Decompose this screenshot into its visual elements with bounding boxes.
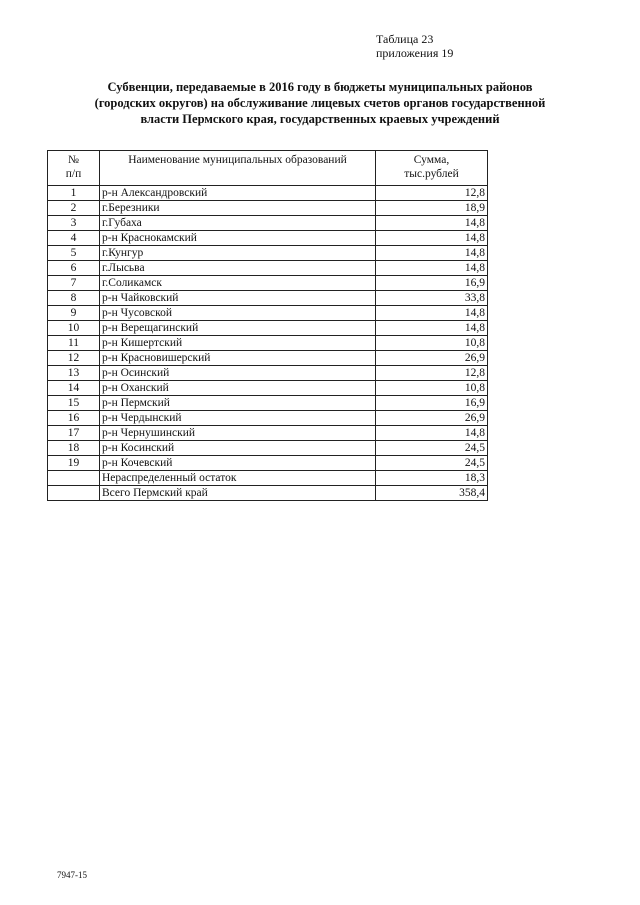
row-name: р-н Кочевский <box>100 456 376 471</box>
header-sum <box>376 151 488 186</box>
row-sum: 14,8 <box>376 246 488 261</box>
row-number: 10 <box>48 321 100 336</box>
document-title <box>40 79 600 127</box>
table-row <box>48 336 488 351</box>
table-header-row <box>48 151 488 186</box>
table-row <box>48 456 488 471</box>
row-name: р-н Чернушинский <box>100 426 376 441</box>
row-name: р-н Чердынский <box>100 411 376 426</box>
row-sum: 16,9 <box>376 276 488 291</box>
table-row-total <box>48 486 488 501</box>
header-number-abbr: п/п <box>65 168 82 180</box>
row-name: р-н Александровский <box>100 186 376 201</box>
row-sum: 14,8 <box>376 306 488 321</box>
header-sum-unit: тыс.рублей <box>404 168 459 180</box>
table-row <box>48 216 488 231</box>
table-row-unallocated <box>48 471 488 486</box>
header-number-symbol: № <box>68 154 79 166</box>
row-name: р-н Чусовской <box>100 306 376 321</box>
subsidies-table <box>47 150 488 501</box>
row-number <box>48 471 100 486</box>
row-sum: 33,8 <box>376 291 488 306</box>
row-number: 11 <box>48 336 100 351</box>
row-sum: 358,4 <box>376 486 488 501</box>
row-number: 13 <box>48 366 100 381</box>
row-number: 17 <box>48 426 100 441</box>
header-sum-label: Сумма, <box>413 154 450 166</box>
row-name: р-н Оханский <box>100 381 376 396</box>
row-number: 8 <box>48 291 100 306</box>
row-sum: 14,8 <box>376 261 488 276</box>
row-number: 15 <box>48 396 100 411</box>
row-number: 1 <box>48 186 100 201</box>
table-row <box>48 231 488 246</box>
table-row <box>48 441 488 456</box>
table-row <box>48 306 488 321</box>
row-sum: 26,9 <box>376 411 488 426</box>
row-number: 3 <box>48 216 100 231</box>
row-sum: 14,8 <box>376 216 488 231</box>
document-code: 7947-15 <box>57 870 87 880</box>
row-name: р-н Верещагинский <box>100 321 376 336</box>
row-sum: 14,8 <box>376 426 488 441</box>
row-name: р-н Осинский <box>100 366 376 381</box>
row-sum: 16,9 <box>376 396 488 411</box>
row-number: 7 <box>48 276 100 291</box>
row-sum: 14,8 <box>376 321 488 336</box>
row-number <box>48 486 100 501</box>
table-reference <box>376 32 453 60</box>
table-row <box>48 366 488 381</box>
table-reference-line1: Таблица 23 <box>376 32 434 46</box>
document-title-line3: власти Пермского края, государственных краевых учреждений <box>140 112 500 126</box>
row-sum: 18,9 <box>376 201 488 216</box>
row-name: р-н Краснокамский <box>100 231 376 246</box>
table-row <box>48 426 488 441</box>
document-title-line2: (городских округов) на обслуживание лицевых счетов органов государственной <box>94 96 546 110</box>
row-name: р-н Кишертский <box>100 336 376 351</box>
row-number: 16 <box>48 411 100 426</box>
row-sum: 10,8 <box>376 381 488 396</box>
row-number: 12 <box>48 351 100 366</box>
row-name: г.Лысьва <box>100 261 376 276</box>
row-name: г.Березники <box>100 201 376 216</box>
table-row <box>48 186 488 201</box>
row-sum: 12,8 <box>376 186 488 201</box>
row-number: 5 <box>48 246 100 261</box>
row-sum: 18,3 <box>376 471 488 486</box>
table-row <box>48 291 488 306</box>
row-name: Нераспределенный остаток <box>100 471 376 486</box>
row-sum: 10,8 <box>376 336 488 351</box>
row-name: г.Соликамск <box>100 276 376 291</box>
row-number: 18 <box>48 441 100 456</box>
table-reference-line2: приложения 19 <box>376 46 454 60</box>
row-sum: 12,8 <box>376 366 488 381</box>
row-number: 9 <box>48 306 100 321</box>
header-name: Наименование муниципальных образований <box>100 151 376 186</box>
document-title-line1: Субвенции, передаваемые в 2016 году в бюджеты муниципальных районов <box>107 80 533 94</box>
row-sum: 14,8 <box>376 231 488 246</box>
row-number: 6 <box>48 261 100 276</box>
row-number: 14 <box>48 381 100 396</box>
table-row <box>48 321 488 336</box>
row-sum: 26,9 <box>376 351 488 366</box>
table-row <box>48 411 488 426</box>
table-row <box>48 201 488 216</box>
row-name: р-н Косинский <box>100 441 376 456</box>
row-name: г.Кунгур <box>100 246 376 261</box>
table-row <box>48 246 488 261</box>
row-name: р-н Чайковский <box>100 291 376 306</box>
row-number: 2 <box>48 201 100 216</box>
row-sum: 24,5 <box>376 441 488 456</box>
row-name: г.Губаха <box>100 216 376 231</box>
table-row <box>48 276 488 291</box>
row-name: р-н Красновишерский <box>100 351 376 366</box>
table-row <box>48 261 488 276</box>
row-number: 4 <box>48 231 100 246</box>
row-number: 19 <box>48 456 100 471</box>
table-row <box>48 381 488 396</box>
header-number <box>48 151 100 186</box>
table-row <box>48 351 488 366</box>
row-name: р-н Пермский <box>100 396 376 411</box>
table-row <box>48 396 488 411</box>
row-sum: 24,5 <box>376 456 488 471</box>
row-name: Всего Пермский край <box>100 486 376 501</box>
